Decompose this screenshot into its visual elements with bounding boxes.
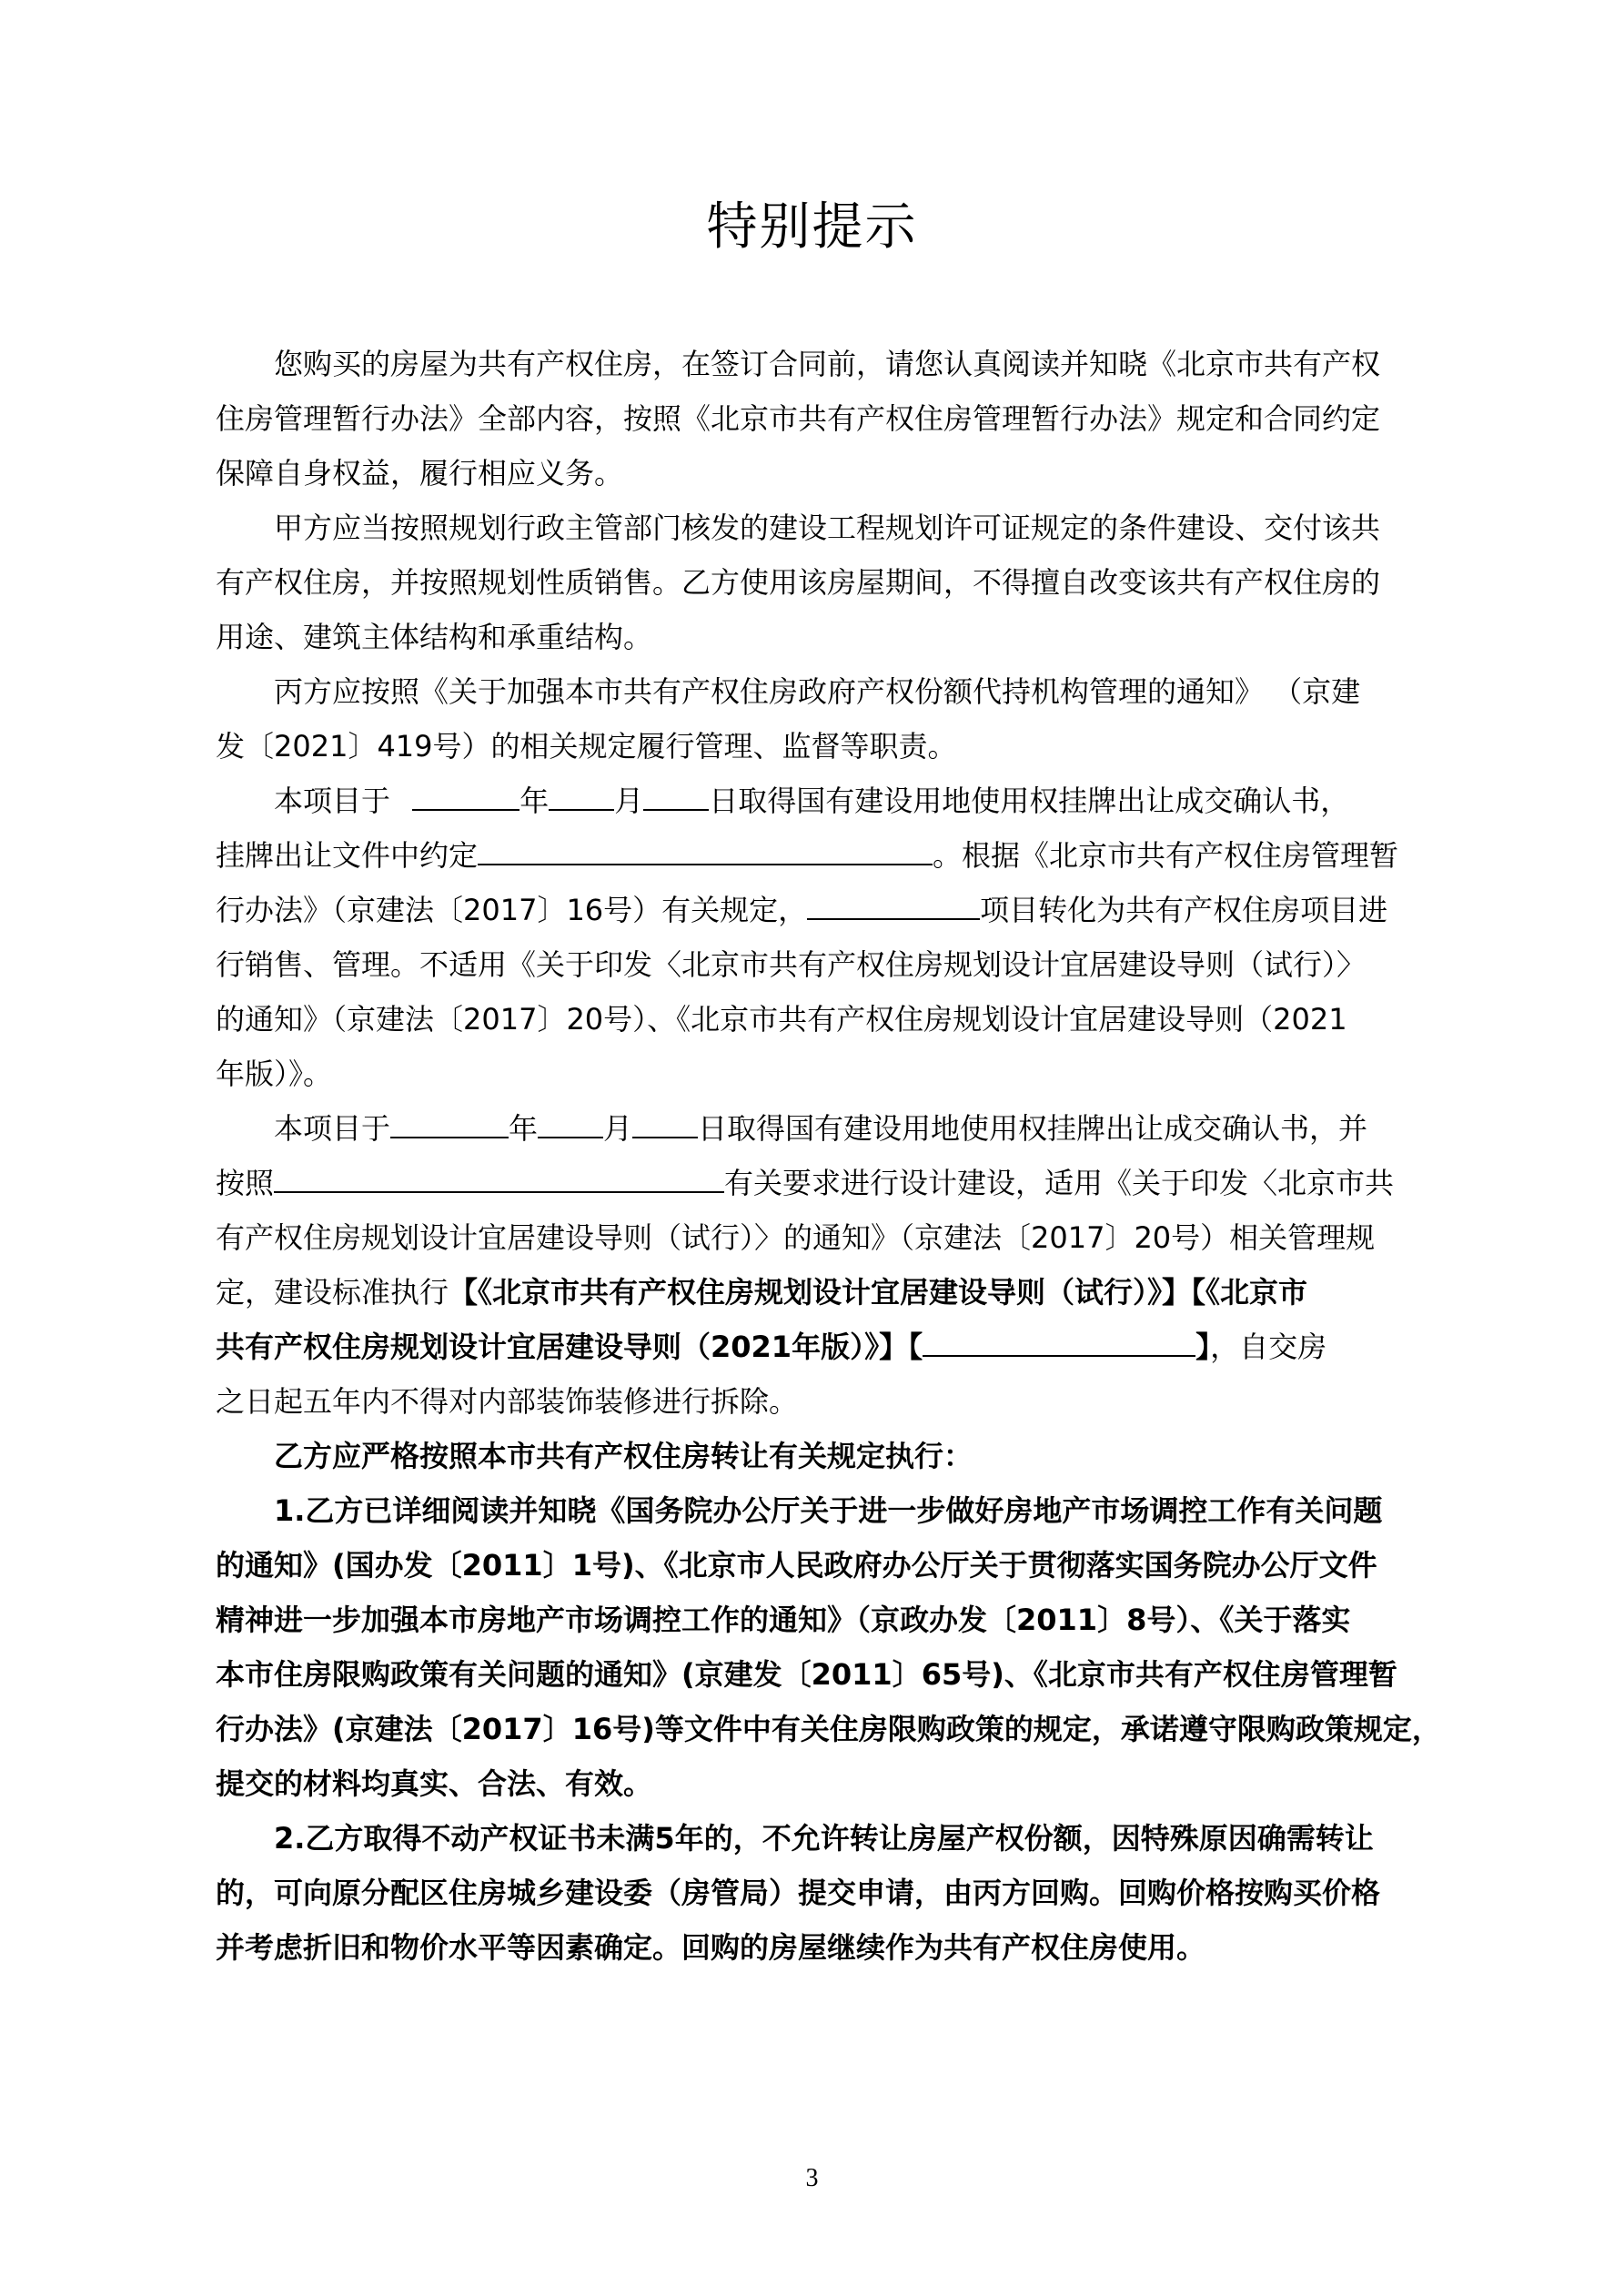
text-line <box>216 1101 1412 1156</box>
text-line: 有产权住房，并按照规划性质销售。乙方使用该房屋期间，不得擅自改变该共有产权住房的 <box>216 565 1381 600</box>
text-line: 发〔2021〕419号）的相关规定履行管理、监督等职责。 <box>216 729 957 764</box>
design-requirement-blank[interactable] <box>274 1160 724 1193</box>
standard-options: 【《北京市共有产权住房规划设计宜居建设导则（试行）》】【《北京市 <box>449 1275 1308 1310</box>
paragraph-rule-1 <box>216 1483 1441 1811</box>
text-line: 行销售、管理。不适用《关于印发〈北京市共有产权住房规划设计宜居建设导则（试行）〉 <box>216 947 1367 982</box>
text-line: 1.乙方已详细阅读并知晓《国务院办公厅关于进一步做好房地产市场调控工作有关问题 <box>274 1493 1383 1528</box>
text-line: 的，可向原分配区住房城乡建设委（房管局）提交申请，由丙方回购。回购价格按购买价格 <box>216 1876 1381 1910</box>
text-line: 用途、建筑主体结构和承重结构。 <box>216 620 653 654</box>
page-title: 特别提示 <box>706 197 918 257</box>
text-line: 甲方应当按照规划行政主管部门核发的建设工程规划许可证规定的条件建设、交付该共 <box>274 511 1381 545</box>
standard-options: 共有产权住房规划设计宜居建设导则（2021年版）》】【 <box>216 1330 923 1364</box>
day-blank[interactable] <box>632 1106 698 1138</box>
day-blank[interactable] <box>643 778 709 811</box>
paragraph-party-c <box>216 664 1412 774</box>
text-segment: 日取得国有建设用地使用权挂牌出让成交确认书， <box>709 784 1350 818</box>
text-segment: 。根据《北京市共有产权住房管理暂 <box>933 838 1399 873</box>
text-segment: 月 <box>603 1111 633 1146</box>
text-segment: 本项目于 <box>274 784 391 818</box>
text-line: 精神进一步加强本市房地产市场调控工作的通知》（京政办发〔2011〕8号）、《关于落实 <box>216 1603 1351 1637</box>
text-segment: 有关要求进行设计建设，适用《关于印发〈北京市共 <box>724 1166 1395 1200</box>
text-segment: 月 <box>614 784 644 818</box>
text-segment: 挂牌出让文件中约定 <box>216 838 479 873</box>
text-line: 的通知》（京建法〔2017〕20号）、《北京市共有产权住房规划设计宜居建设导则（2021 <box>216 1002 1347 1037</box>
text-line: 行办法》(京建法〔2017〕16号)等文件中有关住房限购政策的规定，承诺遵守限购政策规定， <box>216 1712 1441 1746</box>
document-body <box>216 337 1441 1975</box>
text-line <box>216 1265 1412 1320</box>
month-blank[interactable] <box>549 778 614 811</box>
text-line <box>216 1320 1412 1374</box>
text-line: 2.乙方取得不动产权证书未满5年的，不允许转让房屋产权份额，因特殊原因确需转让 <box>274 1821 1374 1856</box>
text-segment: 年 <box>519 784 550 818</box>
text-line: 之日起五年内不得对内部装饰装修进行拆除。 <box>216 1384 799 1419</box>
text-line <box>216 828 1412 883</box>
text-segment: 行办法》（京建法〔2017〕16号）有关规定， <box>216 893 808 927</box>
paragraph-project-design <box>216 1101 1412 1429</box>
paragraph-notice <box>216 337 1412 501</box>
text-segment: 日取得国有建设用地使用权挂牌出让成交确认书，并 <box>698 1111 1368 1146</box>
text-line: 本市住房限购政策有关问题的通知》(京建发〔2011〕65号)、《北京市共有产权住房管理暂 <box>216 1657 1397 1692</box>
page-number: 3 <box>805 2164 819 2192</box>
paragraph-project-conversion <box>216 774 1412 1101</box>
bracket-close: 】 <box>1195 1330 1211 1364</box>
other-standard-blank[interactable] <box>923 1324 1195 1357</box>
text-line: 乙方应严格按照本市共有产权住房转让有关规定执行： <box>274 1439 973 1473</box>
text-line: 住房管理暂行办法》全部内容，按照《北京市共有产权住房管理暂行办法》规定和合同约定 <box>216 401 1381 436</box>
project-name-blank[interactable] <box>807 887 980 920</box>
text-line: 的通知》(国办发〔2011〕1号)、《北京市人民政府办公厅关于贯彻落实国务院办公厅文件 <box>216 1548 1377 1583</box>
text-segment: 本项目于 <box>274 1111 391 1146</box>
text-line <box>216 883 1412 937</box>
text-segment: 按照 <box>216 1166 275 1200</box>
text-segment: 项目转化为共有产权住房项目进 <box>980 893 1388 927</box>
text-line: 有产权住房规划设计宜居建设导则（试行）〉的通知》（京建法〔2017〕20号）相关管理规 <box>216 1220 1376 1255</box>
text-line: 提交的材料均真实、合法、有效。 <box>216 1766 653 1801</box>
text-line: 丙方应按照《关于加强本市共有产权住房政府产权份额代持机构管理的通知》 （京建 <box>274 674 1361 709</box>
month-blank[interactable] <box>538 1106 603 1138</box>
text-segment: 定，建设标准执行 <box>216 1275 449 1310</box>
text-line: 年版）》。 <box>216 1057 333 1091</box>
year-blank[interactable] <box>412 778 519 811</box>
text-line <box>216 774 1412 828</box>
text-line: 您购买的房屋为共有产权住房，在签订合同前，请您认真阅读并知晓《北京市共有产权 <box>274 347 1381 381</box>
agreed-terms-blank[interactable] <box>478 833 933 865</box>
year-blank[interactable] <box>390 1106 509 1138</box>
text-line: 并考虑折旧和物价水平等因素确定。回购的房屋继续作为共有产权住房使用。 <box>216 1930 1206 1965</box>
paragraph-party-a <box>216 501 1412 664</box>
paragraph-rule-2 <box>216 1811 1412 1975</box>
text-segment: ，自交房 <box>1210 1330 1327 1364</box>
text-line: 保障自身权益，履行相应义务。 <box>216 456 624 491</box>
paragraph-transfer-rules <box>216 1429 1412 1483</box>
text-segment: 年 <box>509 1111 539 1146</box>
text-line <box>216 1156 1412 1210</box>
